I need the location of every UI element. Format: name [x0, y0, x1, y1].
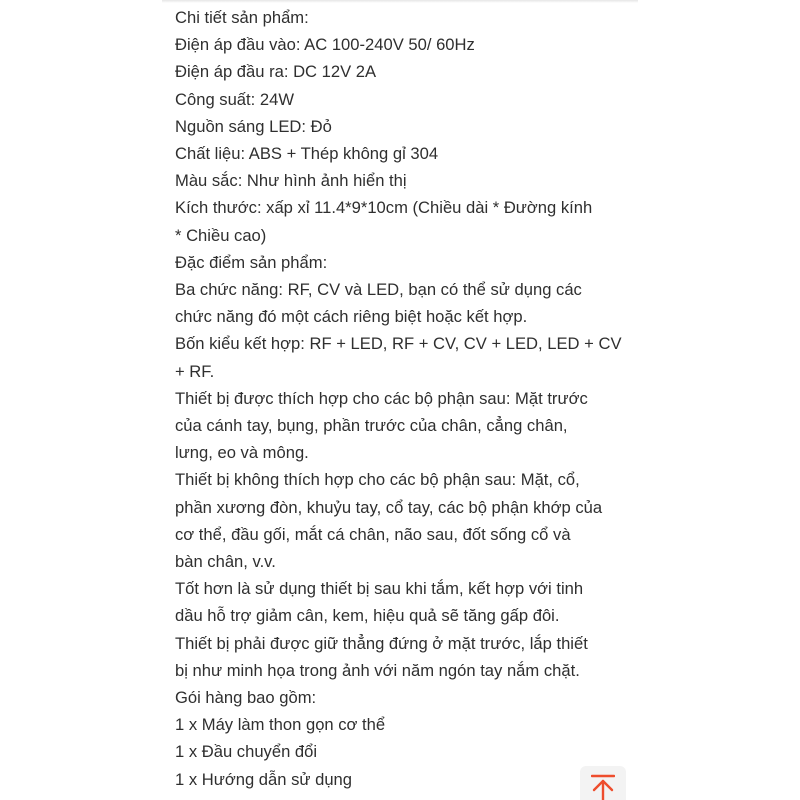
description-line: Gói hàng bao gồm: — [175, 688, 317, 708]
description-line: Bốn kiểu kết hợp: RF + LED, RF + CV, CV + LED, LED + CV — [175, 334, 622, 354]
description-line: Màu sắc: Như hình ảnh hiển thị — [175, 171, 407, 191]
description-line: phần xương đòn, khuỷu tay, cổ tay, các bộ phận khớp của — [175, 497, 603, 517]
product-description-text — [175, 4, 625, 793]
description-line: 1 x Đầu chuyển đổi — [175, 742, 318, 762]
description-line: lưng, eo và mông. — [175, 443, 309, 463]
description-line: dầu hỗ trợ giảm cân, kem, hiệu quả sẽ tăng gấp đôi. — [175, 606, 560, 626]
description-line: bị như minh họa trong ảnh với năm ngón tay nắm chặt. — [175, 660, 580, 680]
description-line: Chi tiết sản phẩm: — [175, 8, 309, 27]
description-line: Kích thước: xấp xỉ 11.4*9*10cm (Chiều dài * Đường kính — [175, 198, 593, 218]
description-line: của cánh tay, bụng, phần trước của chân, cẳng chân, — [175, 416, 568, 436]
description-line: cơ thể, đầu gối, mắt cá chân, não sau, đốt sống cổ và — [175, 524, 571, 544]
description-line: + RF. — [175, 361, 215, 381]
description-line: bàn chân, v.v. — [175, 552, 276, 572]
description-line: Công suất: 24W — [175, 89, 294, 109]
description-line: Tốt hơn là sử dụng thiết bị sau khi tắm, kết hợp với tinh — [175, 579, 584, 599]
description-line: Đặc điểm sản phẩm: — [175, 252, 328, 272]
description-line: Chất liệu: ABS + Thép không gỉ 304 — [175, 144, 439, 164]
panel-top-edge — [162, 0, 638, 3]
description-line: 1 x Máy làm thon gọn cơ thể — [175, 715, 386, 735]
description-line: Điện áp đầu ra: DC 12V 2A — [175, 62, 377, 82]
description-line: 1 x Hướng dẫn sử dụng — [175, 769, 353, 789]
description-line: * Chiều cao) — [175, 225, 267, 245]
description-line: Thiết bị phải được giữ thẳng đứng ở mặt trước, lắp thiết — [175, 633, 588, 653]
description-line: Thiết bị không thích hợp cho các bộ phận sau: Mặt, cổ, — [175, 470, 580, 490]
scroll-to-top-button[interactable] — [580, 766, 626, 800]
description-line: Thiết bị được thích hợp cho các bộ phận sau: Mặt trước — [175, 388, 588, 408]
description-line: chức năng đó một cách riêng biệt hoặc kết hợp. — [175, 307, 528, 327]
description-line: Ba chức năng: RF, CV và LED, bạn có thể sử dụng các — [175, 280, 582, 300]
description-line: Điện áp đầu vào: AC 100-240V 50/ 60Hz — [175, 35, 475, 55]
description-line: Nguồn sáng LED: Đỏ — [175, 116, 332, 136]
arrow-up-to-top-icon — [591, 774, 615, 800]
